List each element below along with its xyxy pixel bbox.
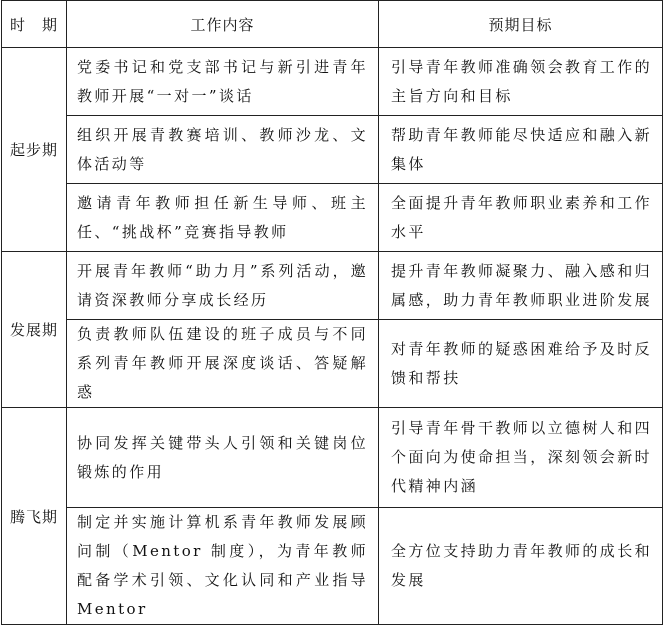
development-plan-table (1, 0, 663, 625)
content-cell: 负责教师队伍建设的班子成员与不同系列青年教师开展深度谈话、答疑解惑 (67, 320, 379, 408)
goal-cell: 全面提升青年教师职业素养和工作水平 (379, 184, 663, 252)
phase-start: 起步期 (2, 48, 67, 252)
content-cell: 协同发挥关键带头人引领和关键岗位锻炼的作用 (67, 408, 379, 508)
goal-cell: 引导青年骨干教师以立德树人和四个面向为使命担当，深刻领会新时代精神内涵 (379, 408, 663, 508)
goal-cell: 帮助青年教师能尽快适应和融入新集体 (379, 116, 663, 184)
table-row (2, 116, 663, 184)
goal-cell: 引导青年教师准确领会教育工作的主旨方向和目标 (379, 48, 663, 116)
phase-development: 发展期 (2, 252, 67, 408)
goal-cell: 对青年教师的疑惑困难给予及时反馈和帮扶 (379, 320, 663, 408)
header-row (2, 1, 663, 48)
goal-cell: 提升青年教师凝聚力、融入感和归属感，助力青年教师职业进阶发展 (379, 252, 663, 320)
header-period: 时 期 (2, 1, 67, 48)
header-goal: 预期目标 (379, 1, 663, 48)
content-cell: 组织开展青教赛培训、教师沙龙、文体活动等 (67, 116, 379, 184)
content-cell: 党委书记和党支部书记与新引进青年教师开展“一对一”谈话 (67, 48, 379, 116)
table-row (2, 408, 663, 508)
table-row (2, 252, 663, 320)
table-row (2, 48, 663, 116)
header-content: 工作内容 (67, 1, 379, 48)
table-row (2, 320, 663, 408)
goal-cell: 全方位支持助力青年教师的成长和发展 (379, 508, 663, 625)
table-row (2, 184, 663, 252)
table-row (2, 508, 663, 625)
content-cell: 制定并实施计算机系青年教师发展顾问制（Mentor 制度），为青年教师配备学术引领、文化认同和产业指导 Mentor (67, 508, 379, 625)
content-cell: 开展青年教师“助力月”系列活动，邀请资深教师分享成长经历 (67, 252, 379, 320)
content-cell: 邀请青年教师担任新生导师、班主任、“挑战杯”竞赛指导教师 (67, 184, 379, 252)
phase-takeoff: 腾飞期 (2, 408, 67, 625)
